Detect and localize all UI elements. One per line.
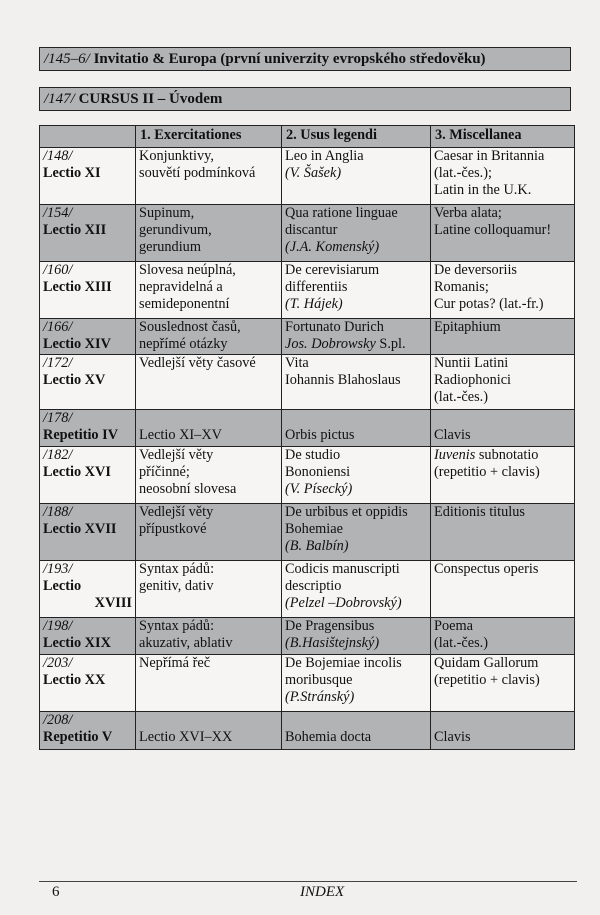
cell-line: Caesar in Britannia — [434, 148, 545, 164]
cell-line: Latin in the U.K. — [434, 182, 532, 198]
cell-c1 — [136, 319, 282, 355]
cell-line: semideponentní — [139, 296, 230, 312]
cell-line: Konjunktivy, — [139, 148, 214, 164]
cell-line: De Pragensibus — [285, 618, 375, 634]
lesson-title: Lectio XV — [43, 372, 106, 388]
cell-line: Syntax pádů: — [139, 618, 215, 634]
cell-c2 — [282, 655, 431, 712]
cell-line — [434, 410, 571, 427]
cell-c2 — [282, 447, 431, 504]
lesson-cell — [40, 262, 136, 319]
cell-line: discantur — [285, 222, 338, 238]
section-header-invitatio — [39, 47, 571, 71]
cell-line: příčinné; — [139, 464, 190, 480]
cell-c3 — [431, 205, 575, 262]
cell-line: Epitaphium — [434, 319, 501, 335]
cell-c2 — [282, 148, 431, 205]
table-header-row — [40, 126, 575, 148]
cell-c2 — [282, 410, 431, 447]
lesson-title: Lectio XIII — [43, 279, 112, 295]
cell-c3 — [431, 504, 575, 561]
lesson-page: /148/ — [43, 148, 73, 164]
cell-c3 — [431, 618, 575, 655]
cell-c1 — [136, 712, 282, 750]
cell-line: gerundium — [139, 239, 201, 255]
cell-line: (P.Stránský) — [285, 689, 355, 705]
header-corner — [40, 126, 136, 148]
table-row — [40, 504, 575, 561]
cell-c1 — [136, 262, 282, 319]
lesson-page: /208/ — [43, 712, 73, 728]
cell-line: Jos. Dobrowsky S.pl. — [285, 336, 406, 352]
cell-line: Verba alata; — [434, 205, 502, 221]
cell-line: (repetitio + clavis) — [434, 464, 540, 480]
lesson-cell — [40, 655, 136, 712]
cell-line: nepravidelná a — [139, 279, 223, 295]
table-row — [40, 262, 575, 319]
lesson-title: Lectio — [43, 578, 82, 594]
table-row — [40, 410, 575, 447]
section-header-cursus — [39, 87, 571, 111]
lesson-cell — [40, 712, 136, 750]
cell-c1 — [136, 355, 282, 410]
cell-line: Conspectus operis — [434, 561, 539, 577]
lesson-title: Repetitio V — [43, 729, 113, 745]
section-number: /145–6/ — [44, 51, 90, 67]
cell-line: gerundivum, — [139, 222, 212, 238]
cell-line: (V. Písecký) — [285, 481, 353, 497]
cell-c2 — [282, 205, 431, 262]
cell-line: (B. Balbín) — [285, 538, 349, 554]
lesson-page: /182/ — [43, 447, 73, 463]
cell-c1 — [136, 561, 282, 618]
lesson-cell — [40, 410, 136, 447]
lesson-page: /172/ — [43, 355, 73, 371]
cell-line: De urbibus et oppidis — [285, 504, 408, 520]
lesson-title: Lectio XIV — [43, 336, 111, 352]
cell-c1 — [136, 410, 282, 447]
cell-line — [139, 410, 278, 427]
cell-c2 — [282, 618, 431, 655]
table-row — [40, 447, 575, 504]
cell-line: Fortunato Durich — [285, 319, 384, 335]
cell-c1 — [136, 504, 282, 561]
cell-line: Lectio XVI–XX — [139, 729, 233, 745]
cell-line: Vita — [285, 355, 309, 371]
cell-c1 — [136, 447, 282, 504]
cell-line: Clavis — [434, 427, 471, 443]
lesson-cell — [40, 561, 136, 618]
lesson-cell — [40, 504, 136, 561]
column-header: 3. Miscellanea — [431, 126, 575, 148]
cell-line — [434, 712, 571, 729]
cell-line: genitiv, dativ — [139, 578, 214, 594]
cell-line: Radiophonici — [434, 372, 512, 388]
page-number: 6 — [52, 884, 60, 900]
lesson-page: /166/ — [43, 319, 73, 335]
table-row — [40, 561, 575, 618]
lesson-cell — [40, 205, 136, 262]
cell-c1 — [136, 618, 282, 655]
lesson-title: Lectio XVI — [43, 464, 111, 480]
cell-c2 — [282, 319, 431, 355]
title-word: Iuvenis — [434, 447, 476, 463]
cell-line: (repetitio + clavis) — [434, 672, 540, 688]
lesson-title: Lectio XII — [43, 222, 107, 238]
cell-c2 — [282, 355, 431, 410]
cell-line: (lat.-čes.); — [434, 165, 492, 181]
lesson-page: /154/ — [43, 205, 73, 221]
table-row — [40, 355, 575, 410]
cell-line: De deversoriis — [434, 262, 517, 278]
table-row — [40, 148, 575, 205]
cell-line: moribusque — [285, 672, 353, 688]
cell-line: Supinum, — [139, 205, 195, 221]
cell-line: Iuvenis subnotatio — [434, 447, 539, 463]
cell-line: Quidam Gallorum — [434, 655, 539, 671]
cell-c1 — [136, 205, 282, 262]
cell-line: (lat.-čes.) — [434, 389, 488, 405]
lesson-cell — [40, 618, 136, 655]
cell-c2 — [282, 504, 431, 561]
table-row — [40, 205, 575, 262]
column-header: 1. Exercitationes — [136, 126, 282, 148]
cell-c3 — [431, 410, 575, 447]
cell-c3 — [431, 262, 575, 319]
lesson-page: /198/ — [43, 618, 73, 634]
cell-c3 — [431, 447, 575, 504]
cell-line: De studio — [285, 447, 341, 463]
cell-line: Codicis manuscripti — [285, 561, 400, 577]
cell-line: De Bojemiae incolis — [285, 655, 402, 671]
cell-c3 — [431, 148, 575, 205]
cell-c2 — [282, 262, 431, 319]
lesson-page: /203/ — [43, 655, 73, 671]
cell-line: Lectio XI–XV — [139, 427, 222, 443]
lesson-title: XVIII — [94, 595, 132, 611]
cell-c1 — [136, 655, 282, 712]
lesson-page: /160/ — [43, 262, 73, 278]
cell-c2 — [282, 561, 431, 618]
cell-line: souvětí podmínková — [139, 165, 256, 181]
cell-line: nepřímé otázky — [139, 336, 228, 352]
cell-c3 — [431, 712, 575, 750]
cell-line: Bohemiae — [285, 521, 343, 537]
cell-line: (V. Šašek) — [285, 165, 342, 181]
cell-line — [139, 712, 278, 729]
cell-line: descriptio — [285, 578, 342, 594]
running-head: INDEX — [300, 884, 345, 900]
cell-line: Orbis pictus — [285, 427, 355, 443]
cell-line: Qua ratione linguae — [285, 205, 398, 221]
cell-line — [285, 712, 427, 729]
cell-line: Iohannis Blahoslaus — [285, 372, 401, 388]
cell-c1 — [136, 148, 282, 205]
section-title: CURSUS II – Úvodem — [78, 91, 223, 107]
cell-line: Souslednost časů, — [139, 319, 241, 335]
lesson-page: /193/ — [43, 561, 73, 577]
cell-line: (Pelzel –Dobrovský) — [285, 595, 402, 611]
lesson-page: /188/ — [43, 504, 73, 520]
cell-line: Editionis titulus — [434, 504, 525, 520]
cell-c3 — [431, 655, 575, 712]
cell-line: Vedlejší věty — [139, 504, 214, 520]
lesson-cell — [40, 447, 136, 504]
cell-line — [285, 410, 427, 427]
cell-line: Clavis — [434, 729, 471, 745]
cell-line: Syntax pádů: — [139, 561, 215, 577]
cell-line: Bononiensi — [285, 464, 351, 480]
section-number: /147/ — [44, 91, 75, 107]
lesson-title: Lectio XVII — [43, 521, 117, 537]
cell-line: Nuntii Latini — [434, 355, 509, 371]
lesson-title: Lectio XIX — [43, 635, 111, 651]
cell-line: De cerevisiarum — [285, 262, 380, 278]
cell-line: Bohemia docta — [285, 729, 372, 745]
author-name: Jos. Dobrowsky — [285, 336, 376, 352]
cell-line: Vedlejší věty časové — [139, 355, 256, 371]
cell-line: Leo in Anglia — [285, 148, 364, 164]
cell-line: (lat.-čes.) — [434, 635, 488, 651]
index-table — [39, 125, 575, 750]
lesson-title: Lectio XI — [43, 165, 101, 181]
table-row — [40, 655, 575, 712]
cell-c3 — [431, 355, 575, 410]
cell-c3 — [431, 561, 575, 618]
cell-line: Cur potas? (lat.-fr.) — [434, 296, 544, 312]
lesson-cell — [40, 355, 136, 410]
lesson-cell — [40, 148, 136, 205]
footer-rule — [39, 881, 577, 882]
cell-line: Latine colloquamur! — [434, 222, 552, 238]
cell-line: (J.A. Komenský) — [285, 239, 380, 255]
cell-c2 — [282, 712, 431, 750]
cell-c3 — [431, 319, 575, 355]
cell-line: akuzativ, ablativ — [139, 635, 233, 651]
cell-line: Romanis; — [434, 279, 489, 295]
lesson-title: Lectio XX — [43, 672, 106, 688]
cell-line: Slovesa neúplná, — [139, 262, 236, 278]
cell-line: Vedlejší věty — [139, 447, 214, 463]
cell-line: (T. Hájek) — [285, 296, 343, 312]
section-title: Invitatio & Europa (první univerzity evropského středověku) — [93, 51, 486, 67]
cell-line: neosobní slovesa — [139, 481, 237, 497]
cell-line: (B.Hasištejnský) — [285, 635, 380, 651]
table-row — [40, 712, 575, 750]
table-row — [40, 618, 575, 655]
lesson-title: Repetitio IV — [43, 427, 119, 443]
table-row — [40, 319, 575, 355]
column-header: 2. Usus legendi — [282, 126, 431, 148]
cell-line: Nepřímá řeč — [139, 655, 211, 671]
lesson-page: /178/ — [43, 410, 73, 426]
cell-line: přípustkové — [139, 521, 207, 537]
cell-line: differentiis — [285, 279, 348, 295]
cell-line: Poema — [434, 618, 473, 634]
lesson-cell — [40, 319, 136, 355]
